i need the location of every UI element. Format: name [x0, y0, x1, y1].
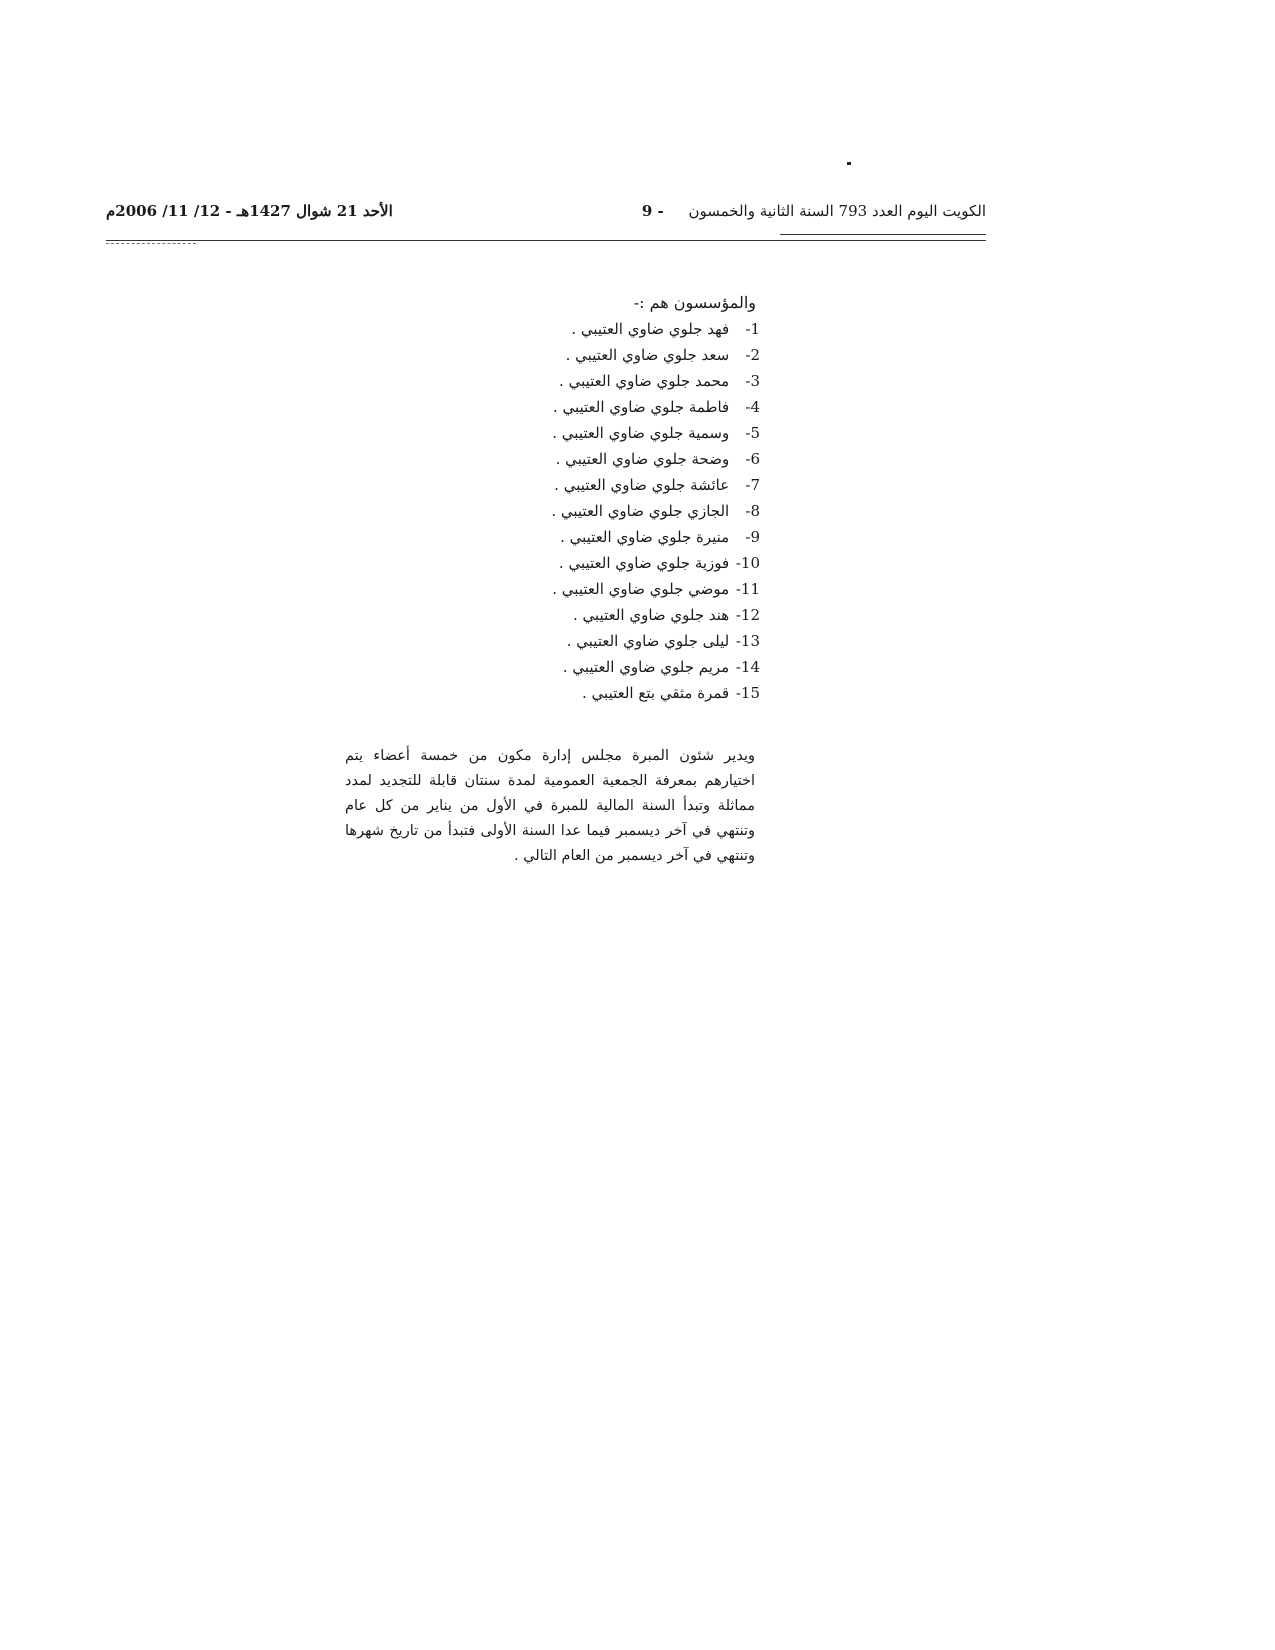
item-number: 5-: [745, 424, 760, 442]
item-number: 7-: [745, 476, 760, 494]
founder-name: سعد جلوي ضاوي العتيبي .: [565, 346, 730, 364]
founder-name: موضي جلوي ضاوي العتيبي .: [552, 580, 730, 598]
list-item: [460, 446, 760, 472]
item-number: 6-: [745, 450, 760, 468]
item-number: 9-: [745, 528, 760, 546]
item-number: 1-: [745, 320, 760, 338]
header-rule: [106, 240, 986, 241]
founder-name: منيرة جلوي ضاوي العتيبي .: [560, 528, 730, 546]
founders-intro: والمؤسسون هم :-: [633, 293, 756, 312]
founder-name: فوزية جلوي ضاوي العتيبي .: [558, 554, 730, 572]
founders-list: [460, 316, 760, 706]
list-item: [460, 420, 760, 446]
list-item: [460, 602, 760, 628]
item-number: 2-: [745, 346, 760, 364]
founder-name: عائشة جلوي ضاوي العتيبي .: [554, 476, 730, 494]
item-number: 8-: [745, 502, 760, 520]
item-number: 11-: [735, 580, 760, 598]
list-item: [460, 550, 760, 576]
list-item: [460, 654, 760, 680]
founder-name: وسمية جلوي ضاوي العتيبي .: [552, 424, 730, 442]
header-publication-info: [642, 202, 986, 220]
list-item: [460, 576, 760, 602]
item-number: 12-: [735, 606, 760, 624]
header-rule-accent: [780, 234, 986, 235]
founder-name: الجازي جلوي ضاوي العتيبي .: [551, 502, 730, 520]
list-item: [460, 498, 760, 524]
item-number: 13-: [735, 632, 760, 650]
board-paragraph: ويدير شئون المبرة مجلس إدارة مكون من خمسة أعضاء يتم اختيارهم بمعرفة الجمعية العمومية لمدة سنتان قابلة للتجديد لمدد مماثلة وتبدأ السنة المالية للمبرة في الأول من يناير من كل عام وتنتهي في آخر ديسمبر فيما عدا السنة الأولى فتبدأ من تاريخ شهرها وتنتهي في آخر ديسمبر من العام التالي .: [345, 748, 755, 864]
list-item: [460, 524, 760, 550]
list-item: [460, 316, 760, 342]
list-item: [460, 394, 760, 420]
page-number: - 9: [641, 202, 664, 220]
header-date: الأحد 21 شوال 1427هـ - 12/ 11/ 2006م: [106, 202, 393, 220]
founder-name: هند جلوي ضاوي العتيبي .: [572, 606, 730, 624]
item-number: 14-: [735, 658, 760, 676]
founders-section: [460, 290, 760, 706]
item-number: 3-: [745, 372, 760, 390]
list-item: [460, 342, 760, 368]
founder-name: محمد جلوي ضاوي العتيبي .: [559, 372, 730, 390]
list-item: [460, 472, 760, 498]
founder-name: فاطمة جلوي ضاوي العتيبي .: [552, 398, 730, 416]
item-number: 15-: [735, 684, 760, 702]
item-number: 4-: [745, 398, 760, 416]
list-item: [460, 368, 760, 394]
list-item: [460, 680, 760, 706]
founder-name: ليلى جلوي ضاوي العتيبي .: [566, 632, 730, 650]
founder-name: وضحة جلوي ضاوي العتيبي .: [555, 450, 730, 468]
header-rule-left: [106, 243, 196, 244]
item-number: 10-: [735, 554, 760, 572]
founder-name: قمرة مثقي بتع العتيبي .: [582, 684, 730, 702]
page-header: [106, 196, 986, 236]
list-item: [460, 628, 760, 654]
scan-speck: [847, 162, 851, 165]
founder-name: فهد جلوي ضاوي العتيبي .: [571, 320, 730, 338]
founder-name: مريم جلوي ضاوي العتيبي .: [562, 658, 730, 676]
publication-title: الكويت اليوم العدد 793 السنة الثانية والخمسون: [688, 202, 986, 220]
